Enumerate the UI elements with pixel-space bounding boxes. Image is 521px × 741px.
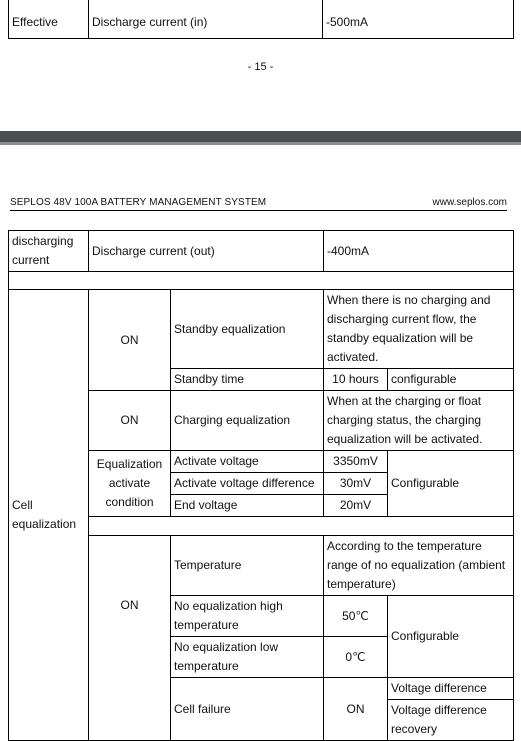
state-cell: ON xyxy=(89,391,171,451)
param-cell: Standby time xyxy=(171,369,324,391)
param-cell: Voltage difference xyxy=(388,678,514,700)
header-rule xyxy=(10,210,507,211)
state-cell: ON xyxy=(89,290,171,391)
status-cell: Effective xyxy=(9,0,89,39)
value-cell: 0℃ xyxy=(324,637,388,678)
table-row xyxy=(9,231,514,272)
param-cell: Activate voltage xyxy=(171,451,324,473)
main-spec-table xyxy=(8,230,514,741)
param-cell: Discharge current (in) xyxy=(89,0,323,39)
value-cell: 30mV xyxy=(324,473,388,495)
param-cell: Standby equalization xyxy=(171,290,324,369)
state-cell: ON xyxy=(89,536,171,741)
value-cell: 20mV xyxy=(324,495,388,517)
param-cell: Activate voltage difference xyxy=(171,473,324,495)
document-title: SEPLOS 48V 100A BATTERY MANAGEMENT SYSTEM xyxy=(10,197,267,208)
description-cell: When at the charging or float charging status, the charging equalization will be activated. xyxy=(324,391,514,451)
value-cell: 50℃ xyxy=(324,596,388,637)
page-separator xyxy=(0,131,521,142)
table-row xyxy=(9,0,514,39)
page-number: - 15 - xyxy=(247,61,274,73)
state-cell: ON xyxy=(324,678,388,741)
param-cell: Voltage difference recovery xyxy=(388,700,514,741)
value-cell: -400mA xyxy=(324,231,514,272)
spacer-row xyxy=(9,272,514,290)
condition-cell: Equalization activate condition xyxy=(89,451,171,517)
note-cell: configurable xyxy=(388,369,514,391)
param-cell: Charging equalization xyxy=(171,391,324,451)
website-label: www.seplos.com xyxy=(432,197,507,208)
description-cell: According to the temperature range of no equalization (ambient temperature) xyxy=(324,536,514,596)
note-cell: Configurable xyxy=(388,451,514,517)
cell-equalization-label: Cell equalization xyxy=(9,290,89,741)
value-cell: 3350mV xyxy=(324,451,388,473)
status-cell: discharging current xyxy=(9,231,89,272)
value-cell: -500mA xyxy=(323,0,514,39)
page-separator-shadow xyxy=(0,142,521,145)
note-cell: Configurable xyxy=(388,596,514,678)
param-cell: Temperature xyxy=(171,536,324,596)
param-cell: No equalization low temperature xyxy=(171,637,324,678)
param-cell: No equalization high temperature xyxy=(171,596,324,637)
description-cell: When there is no charging and discharging current flow, the standby equalization will be activated. xyxy=(324,290,514,369)
cell-failure-label: Cell failure xyxy=(171,678,324,741)
table-row xyxy=(9,290,514,369)
param-cell: End voltage xyxy=(171,495,324,517)
param-cell: Discharge current (out) xyxy=(89,231,324,272)
top-spec-table xyxy=(8,0,514,39)
value-cell: 10 hours xyxy=(324,369,388,391)
